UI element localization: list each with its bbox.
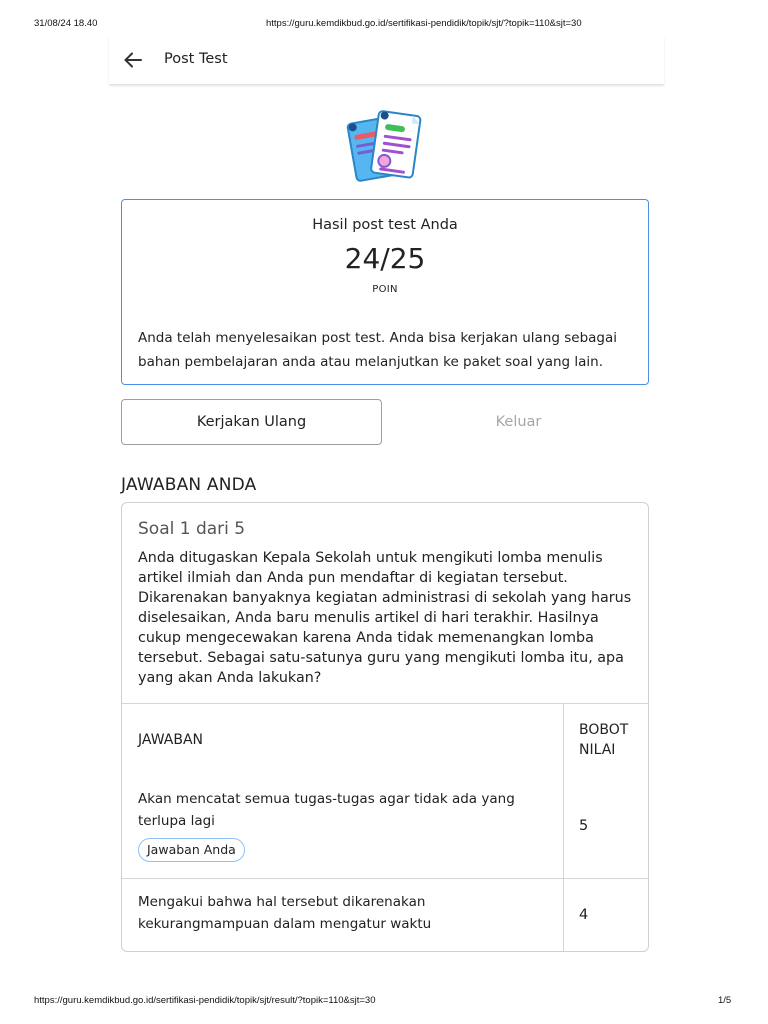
score-value: 24/25 [344,242,426,275]
score-card [121,199,649,385]
score-unit: POIN [372,284,398,295]
question-card [121,502,649,952]
column-header-answer: JAWABAN [138,732,204,748]
arrow-left-icon[interactable] [121,48,145,72]
print-page-number: 1/5 [718,995,732,1006]
answer-option-text: Akan mencatat semua tugas-tugas agar tidak ada yang terlupa lagi [138,791,515,829]
retry-button[interactable]: Kerjakan Ulang [121,399,382,445]
page-title: Post Test [164,51,228,67]
print-url-bottom: https://guru.kemdikbud.go.id/sertifikasi-pendidik/topik/sjt/result/?topik=110&sjt=30 [34,995,376,1006]
print-date: 31/08/24 18.40 [34,18,98,29]
row-divider [122,878,649,879]
answers-heading: JAWABAN ANDA [121,475,257,495]
question-number: Soal 1 dari 5 [138,519,246,539]
score-label: Hasil post test Anda [312,217,458,233]
exit-button[interactable]: Keluar [495,414,542,430]
test-documents-icon [344,110,428,186]
answer-table [122,703,649,952]
column-header-weight: BOBOT NILAI [579,722,629,758]
your-answer-badge: Jawaban Anda [138,838,245,862]
column-divider [563,704,564,952]
answer-option-weight: 5 [579,818,589,834]
answer-option-weight: 4 [579,907,589,923]
score-message: Anda telah menyelesaikan post test. Anda bisa kerjakan ulang sebagai bahan pembelajaran anda atau melanjutkan ke paket soal yang lain. [138,330,617,370]
app-bar [109,36,664,84]
print-url-top: https://guru.kemdikbud.go.id/sertifikasi-pendidik/topik/sjt/?topik=110&sjt=30 [266,18,582,29]
answer-option-text: Mengakui bahwa hal tersebut dikarenakan kekurangmampuan dalam mengatur waktu [138,894,432,932]
question-text: Anda ditugaskan Kepala Sekolah untuk mengikuti lomba menulis artikel ilmiah dan Anda pun mendaftar di kegiatan tersebut. Dikarenakan banyaknya kegiatan administrasi di sekolah yang harus diselesaikan, Anda baru menulis artikel di hari terakhir. Hasilnya cukup mengecewakan karena Anda tidak memenangkan lomba tersebut. Sebagai satu-satunya guru yang mengikuti lomba itu, apa yang akan Anda lakukan? [138,550,632,686]
